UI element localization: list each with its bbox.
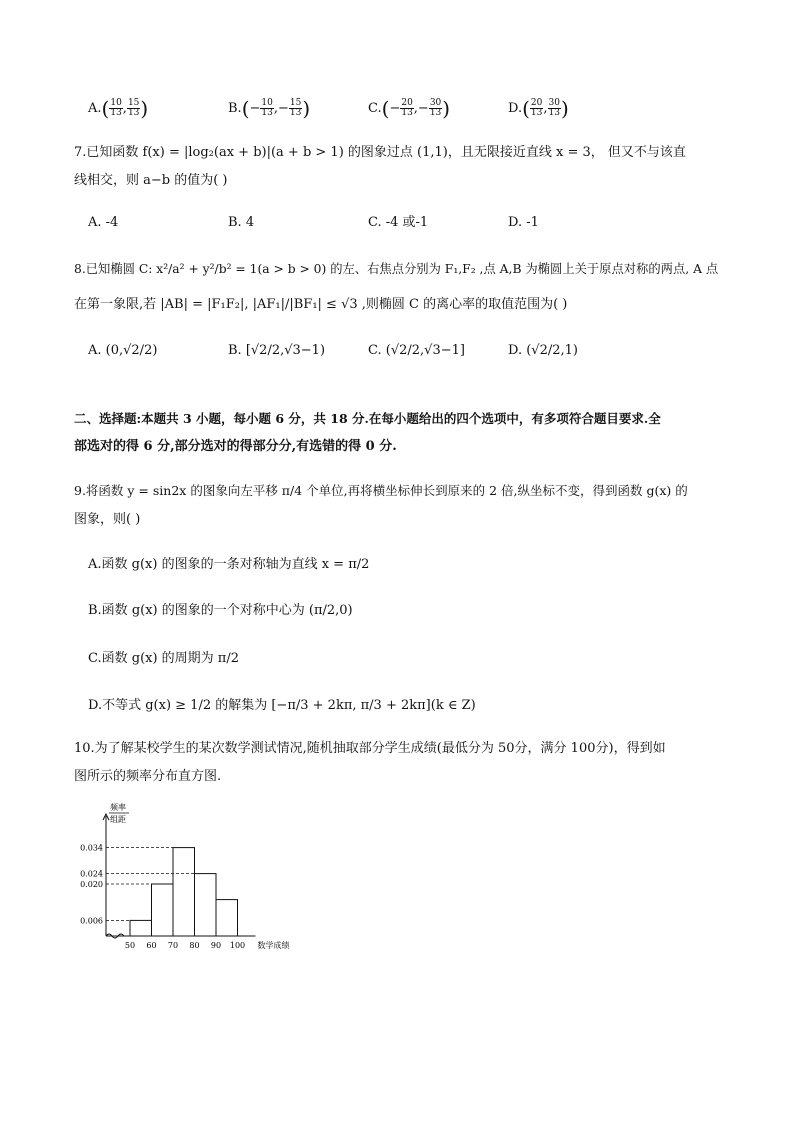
q10-stem-line1: 10.为了解某校学生的某次数学测试情况,随机抽取部分学生成绩(最低分为 50分，满分 100分)，得到如 — [74, 741, 666, 756]
x-tick-label: 60 — [146, 941, 157, 950]
q10-stem-line2: 图所示的频率分布直方图. — [74, 769, 222, 784]
q8-option-d[interactable]: D. (√2/2,1) — [508, 343, 578, 358]
q6-option-a[interactable]: A.( $\frac{10}{13}$ , $\frac{15}{13}$ ) — [88, 96, 149, 121]
y-tick-label: 0.020 — [80, 880, 103, 889]
q6-option-d[interactable]: D.( $\frac{20}{13}$ , $\frac{30}{13}$ ) — [508, 96, 569, 121]
q8-option-b[interactable]: B. [√2/2,√3−1) — [228, 343, 326, 358]
q9-option-b[interactable]: B.函数 g(x) 的图象的一个对称中心为 (π/2,0) — [88, 603, 353, 618]
q8-stem-line2: 在第一象限,若 |AB| = |F₁F₂|, |AF₁|/|BF₁| ≤ √3 ,则椭圆 C 的离心率的取值范围为( ) — [74, 297, 568, 312]
q9-option-a[interactable]: A.函数 g(x) 的图象的一条对称轴为直线 x = π/2 — [88, 557, 370, 572]
q9-option-d[interactable]: D.不等式 g(x) ≥ 1/2 的解集为 [−π/3 + 2kπ, π/3 + 2kπ](k ∈ Z) — [88, 698, 476, 713]
x-axis-label: 数学成绩 — [257, 941, 290, 950]
q7-option-c[interactable]: C. -4 或-1 — [368, 215, 429, 230]
histogram-bar-90-100 — [216, 900, 238, 936]
q8-option-c[interactable]: C. (√2/2,√3−1] — [368, 343, 465, 358]
x-tick-label: 70 — [167, 941, 179, 950]
y-tick-label: 0.006 — [80, 916, 103, 926]
q9-option-c[interactable]: C.函数 g(x) 的周期为 π/2 — [88, 651, 240, 666]
y-axis-label-denominator: 组距 — [110, 815, 126, 824]
x-tick-label: 80 — [189, 941, 200, 950]
histogram-bar-50-60 — [130, 920, 152, 936]
x-tick-label: 50 — [124, 941, 136, 950]
section-2-header-line1: 二、选择题:本题共 3 小题，每小题 6 分，共 18 分.在每小题给出的四个选项中，有多项符合题目要求.全 — [74, 411, 661, 426]
x-tick-label: 90 — [210, 941, 222, 950]
section-2-header-line2: 部选对的得 6 分,部分选对的得部分分,有选错的得 0 分. — [74, 439, 397, 454]
frequency-histogram — [70, 803, 330, 962]
q7-stem-line1: 7.已知函数 f(x) = |log₂(ax + b)|(a + b > 1) 的图象过点 (1,1)，且无限接近直线 x = 3， 但又不与该直 — [74, 145, 686, 160]
q7-stem-line2: 线相交，则 a−b 的值为( ) — [74, 173, 228, 188]
q6-option-c[interactable]: C.(− $\frac{20}{13}$ ,− $\frac{30}{13}$ ) — [368, 96, 451, 121]
histogram-bar-60-70 — [152, 884, 174, 936]
histogram-bar-70-80 — [173, 848, 195, 936]
q7-option-d[interactable]: D. -1 — [508, 215, 539, 230]
y-tick-label: 0.034 — [80, 843, 103, 853]
y-axis-label-numerator: 频率 — [110, 803, 126, 812]
histogram-bar-80-90 — [195, 874, 217, 936]
y-tick-label: 0.024 — [80, 869, 103, 879]
q9-stem-line1: 9.将函数 y = sin2x 的图象向左平移 π/4 个单位,再将横坐标伸长到原来的 2 倍,纵坐标不变，得到函数 g(x) 的 — [74, 483, 688, 498]
q7-option-a[interactable]: A. -4 — [88, 215, 119, 230]
q6-option-b[interactable]: B.(− $\frac{10}{13}$ ,− $\frac{15}{13}$ ) — [228, 96, 311, 121]
x-tick-label: 100 — [229, 941, 246, 950]
q7-option-b[interactable]: B. 4 — [228, 215, 255, 230]
q9-stem-line2: 图象，则( ) — [74, 512, 141, 527]
q8-stem-line1: 8.已知椭圆 C: x²/a² + y²/b² = 1(a > b > 0) 的左、右焦点分别为 F₁,F₂ ,点 A,B 为椭圆上关于原点对称的两点, A 点 — [74, 262, 719, 276]
q8-option-a[interactable]: A. (0,√2/2) — [88, 343, 158, 358]
